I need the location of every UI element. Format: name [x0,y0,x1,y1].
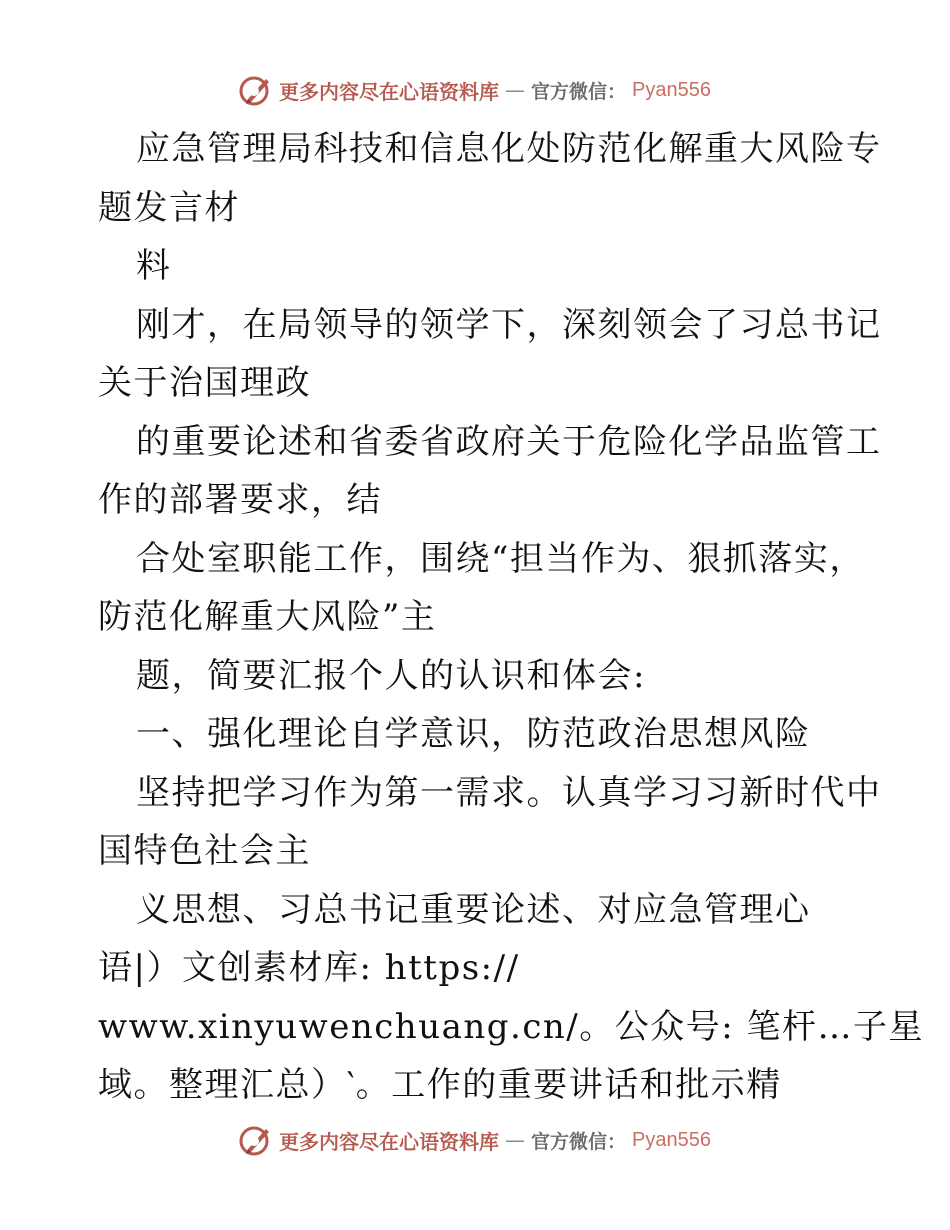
document-body [98,120,924,1115]
text-line: 题发言材 [98,187,240,228]
watermark-dash: — [505,1128,525,1152]
text-line: 防范化解重大风险”主 [98,597,437,637]
text-line: 坚持把学习作为第一需求。认真学习习新时代中 [136,772,882,813]
pen-logo-icon [239,73,273,107]
text-line: 语|）文创素材库: https:// [98,948,520,988]
watermark-wechat-id: Pyan556 [632,1128,711,1151]
pen-logo-icon [239,1123,273,1157]
text-line: 料 [136,246,172,286]
watermark-banner-bottom [0,1120,950,1160]
text-line: 域。整理汇总）‵。工作的重要讲话和批示精 [98,1065,782,1105]
watermark-wechat-id: Pyan556 [632,78,711,101]
watermark-wechat-label: 官方微信： [531,80,627,103]
text-line: 国特色社会主 [98,831,311,871]
watermark-main-text: 更多内容尽在心语资料库 [279,1129,499,1154]
text-line: 作的部署要求，结 [98,480,382,520]
watermark-banner-top [0,70,950,110]
text-line: 题，简要汇报个人的认识和体会: [136,655,646,696]
section-heading: 一、强化理论自学意识，防范政治思想风险 [136,714,811,754]
text-line: www.xinyuwenchuang.cn/。公众号: 笔杆…子星 [98,1006,924,1047]
text-line: 合处室职能工作，围绕“担当作为、狠抓落实， [136,538,865,579]
text-line: 刚才，在局领导的领学下，深刻领会了习总书记 [136,304,882,345]
text-line: 关于治国理政 [98,363,311,403]
watermark-dash: — [505,78,525,102]
watermark-wechat-label: 官方微信： [531,1130,627,1153]
text-line: 义思想、习总书记重要论述、对应急管理心 [136,889,811,930]
text-line: 的重要论述和省委省政府关于危险化学品监管工 [136,421,882,462]
text-line: 应急管理局科技和信息化处防范化解重大风险专 [136,129,882,169]
watermark-main-text: 更多内容尽在心语资料库 [279,79,499,104]
